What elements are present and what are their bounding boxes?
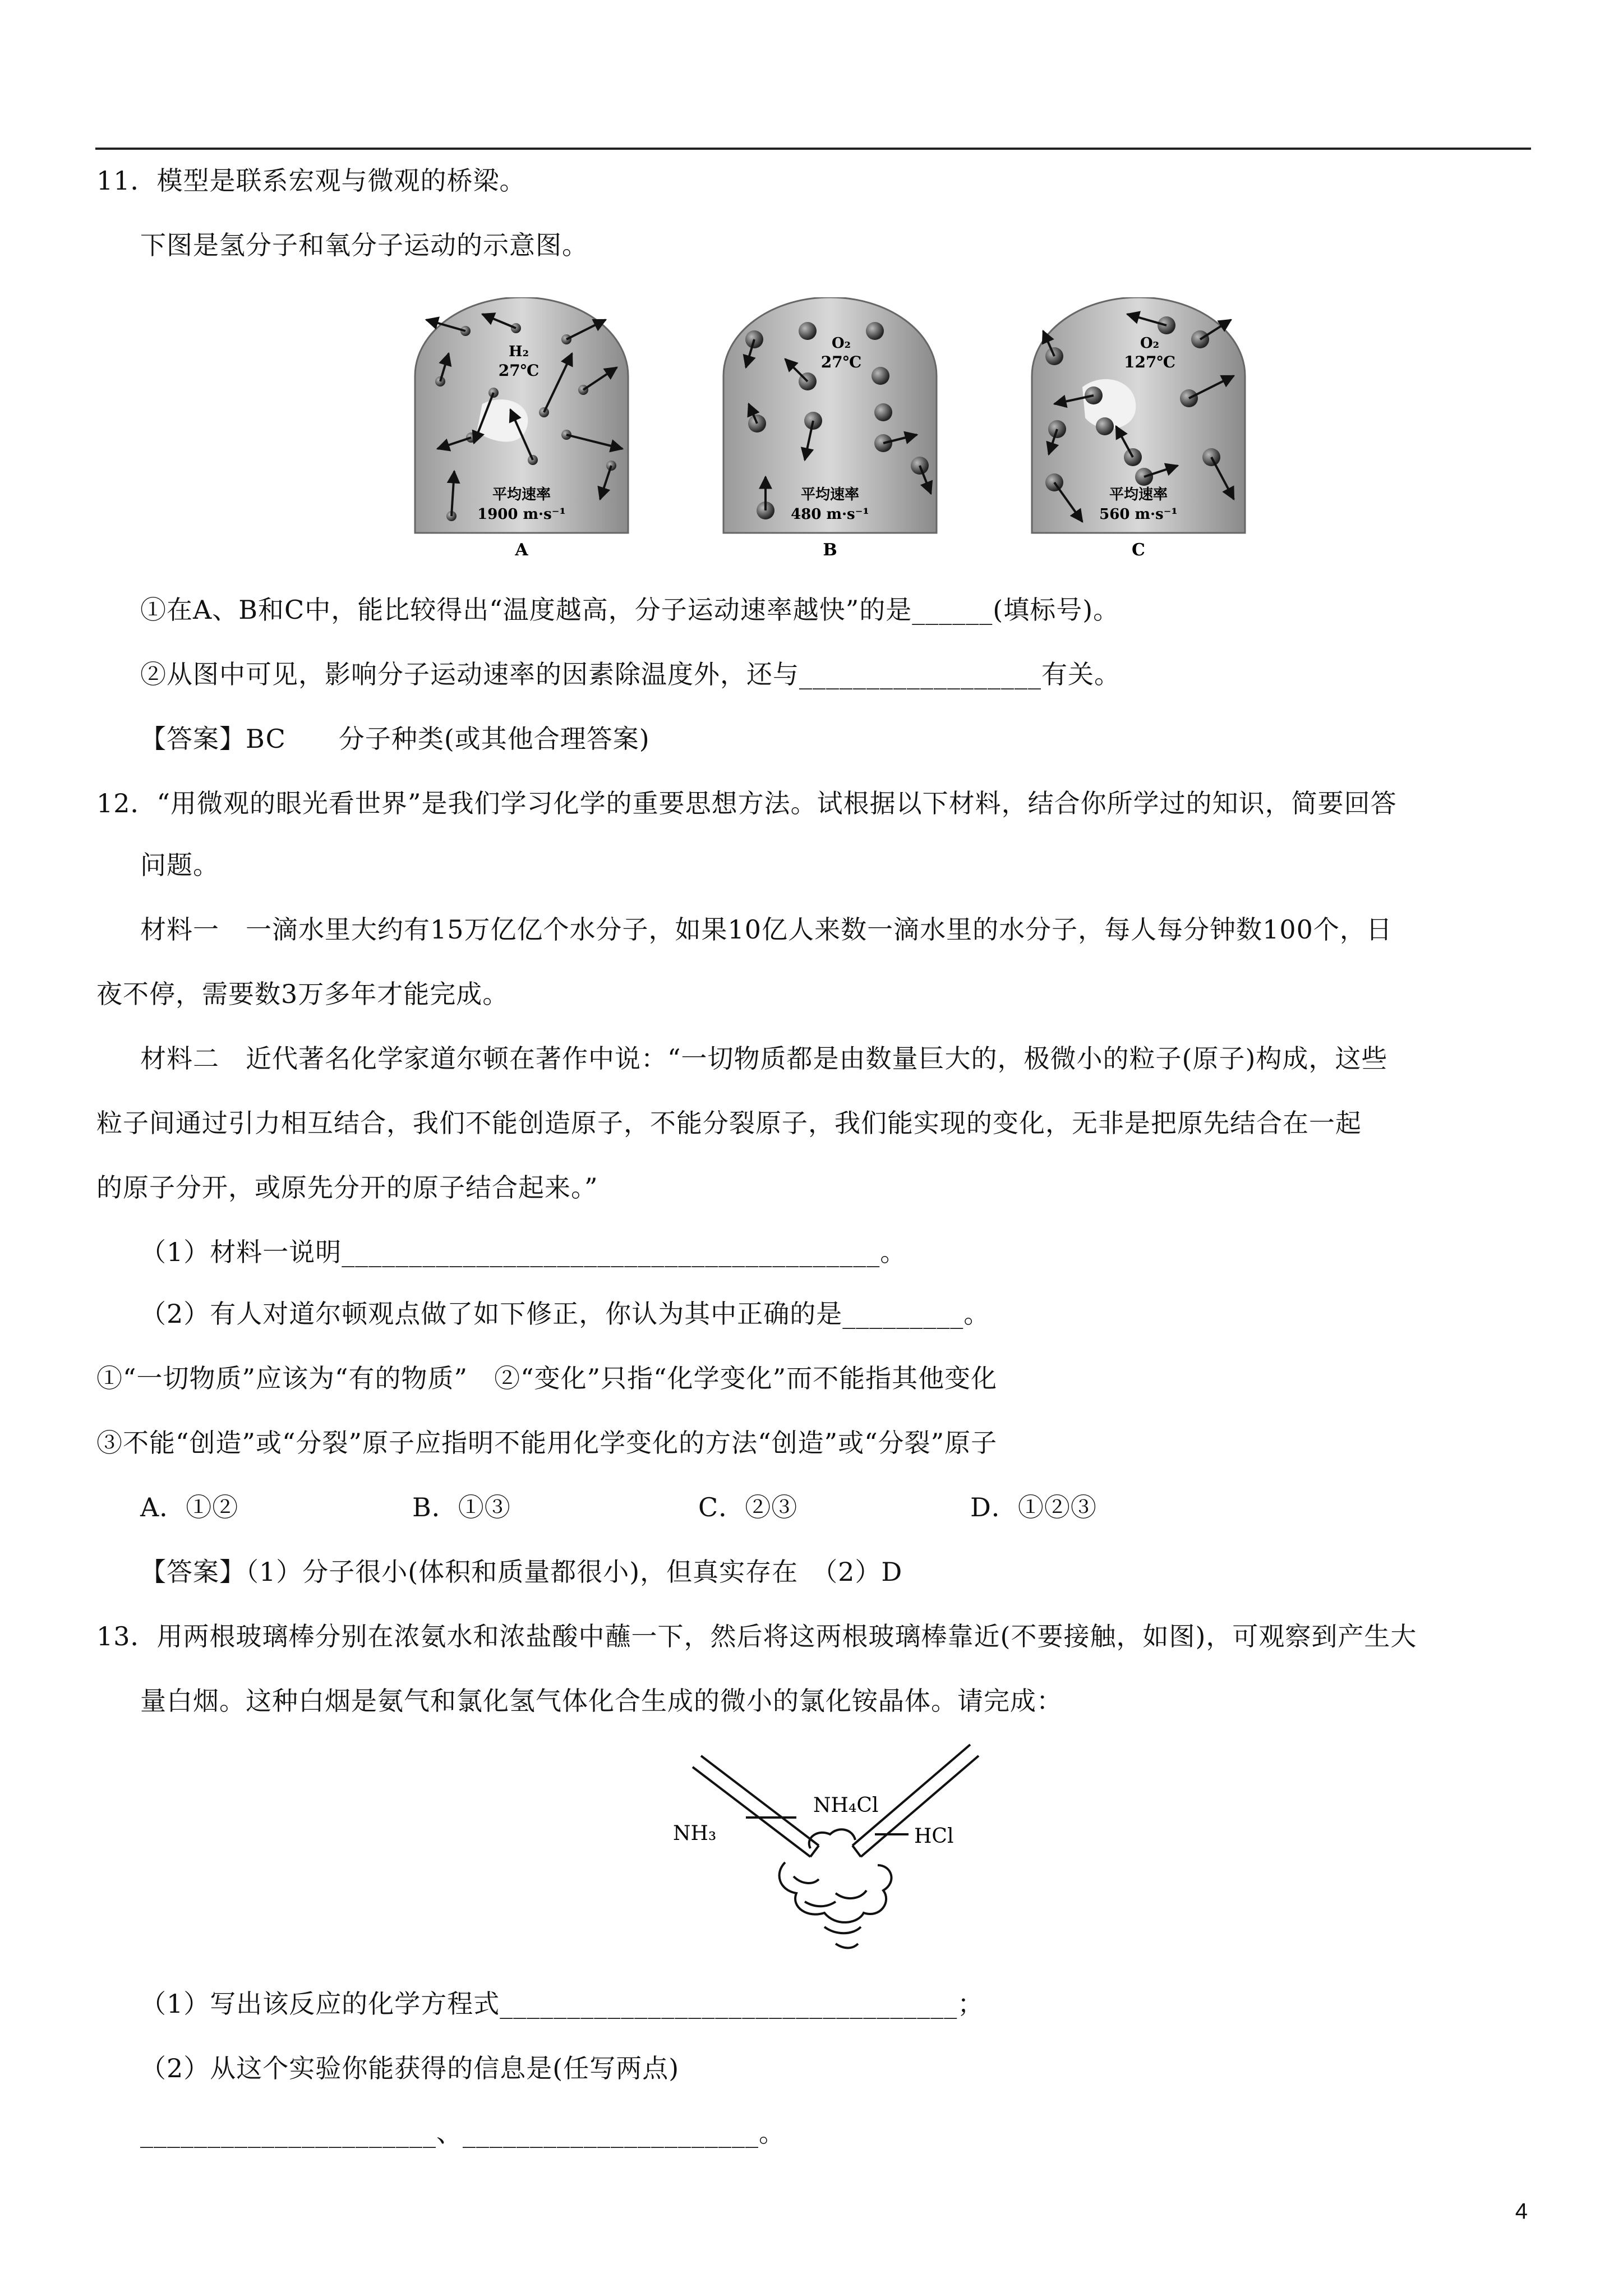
panel-c-temp: 127℃ — [1124, 353, 1175, 371]
q12-material2-3: 的原子分开，或原先分开的原子结合起来。” — [96, 1172, 598, 1203]
q12-stem-1: 12．“用微观的眼光看世界”是我们学习化学的重要思想方法。试根据以下材料，结合你所学过的知识，简要回答 — [96, 788, 1397, 818]
panel-c-label: C — [1132, 540, 1145, 560]
q12-sub1: （1）材料一说明________________________________________。 — [140, 1237, 907, 1267]
panel-a-temp: 27℃ — [498, 361, 540, 380]
panel-a-gas: H₂ — [509, 343, 529, 360]
header-rule — [95, 148, 1531, 150]
nh3-label: NH₃ — [673, 1822, 717, 1845]
q12-choice-d: D．①②③ — [970, 1492, 1097, 1522]
q11-answer: 【答案】BC 分子种类(或其他合理答案) — [140, 724, 650, 754]
ammonia-hcl-figure — [667, 1733, 1004, 1969]
q12-choice-b: B．①③ — [412, 1492, 511, 1522]
q11-stem: 11．模型是联系宏观与微观的桥梁。 — [96, 165, 526, 196]
q13-sub2: （2）从这个实验你能获得的信息是(任写两点) — [140, 2053, 680, 2083]
q12-answer: 【答案】（1）分子很小(体积和质量都很小)，但真实存在 （2）D — [140, 1557, 903, 1587]
q11-sub1: ①在A、B和C中，能比较得出“温度越高，分子运动速率越快”的是______(填标号)。 — [140, 595, 1120, 625]
q12-option-3: ③不能“创造”或“分裂”原子应指明不能用化学变化的方法“创造”或“分裂”原子 — [96, 1428, 998, 1458]
q13-blanks: ______________________、______________________。 — [140, 2118, 785, 2148]
panel-c-rate: 560 m·s⁻¹ — [1099, 506, 1178, 523]
panel-a-rate-label: 平均速率 — [492, 486, 551, 503]
q13-stem-2: 量白烟。这种白烟是氨气和氯化氢气体化合生成的微小的氯化铵晶体。请完成： — [140, 1686, 1063, 1716]
panel-b — [723, 297, 937, 560]
panel-b-rate-label: 平均速率 — [800, 486, 860, 503]
page-number: 4 — [1515, 2199, 1528, 2224]
panel-b-temp: 27℃ — [820, 353, 862, 371]
q11-sub2: ②从图中可见，影响分子运动速率的因素除温度外，还与__________________有关。 — [140, 659, 1121, 689]
molecule-motion-figure — [409, 297, 1262, 572]
q13-sub1: （1）写出该反应的化学方程式__________________________________； — [140, 1989, 984, 2019]
panel-c-gas: O₂ — [1140, 335, 1160, 352]
q12-material2-1: 材料二 近代著名化学家道尔顿在著作中说：“一切物质都是由数量巨大的，极微小的粒子(原子)构成，这些 — [140, 1043, 1388, 1074]
q11-intro: 下图是氢分子和氧分子运动的示意图。 — [140, 230, 588, 260]
q12-material1-1: 材料一 一滴水里大约有15万亿亿个水分子，如果10亿人来数一滴水里的水分子，每人每分钟数100个，日 — [140, 914, 1393, 945]
hcl-label: HCl — [914, 1825, 954, 1848]
panel-c — [1032, 297, 1245, 560]
q12-choice-a: A．①② — [140, 1492, 239, 1522]
panel-b-label: B — [823, 540, 837, 560]
q12-material2-2: 粒子间通过引力相互结合，我们不能创造原子，不能分裂原子，我们能实现的变化，无非是把原先结合在一起 — [96, 1108, 1362, 1138]
q12-options-1-2: ①“一切物质”应该为“有的物质” ②“变化”只指“化学变化”而不能指其他变化 — [96, 1363, 998, 1393]
q12-choice-c: C．②③ — [698, 1492, 798, 1522]
panel-c-rate-label: 平均速率 — [1109, 486, 1168, 503]
panel-a-rate: 1900 m·s⁻¹ — [477, 506, 566, 523]
panel-a — [415, 297, 628, 560]
q12-sub2: （2）有人对道尔顿观点做了如下修正，你认为其中正确的是_________。 — [140, 1299, 990, 1329]
q12-stem-2: 问题。 — [140, 850, 219, 880]
panel-b-rate: 480 m·s⁻¹ — [791, 506, 869, 523]
q13-stem-1: 13．用两根玻璃棒分别在浓氨水和浓盐酸中蘸一下，然后将这两根玻璃棒靠近(不要接触，如图)，可观察到产生大 — [96, 1621, 1417, 1651]
q12-material1-2: 夜不停，需要数3万多年才能完成。 — [96, 979, 509, 1009]
panel-b-gas: O₂ — [831, 335, 851, 352]
panel-a-label: A — [515, 540, 528, 560]
nh4cl-label: NH₄Cl — [813, 1794, 879, 1817]
